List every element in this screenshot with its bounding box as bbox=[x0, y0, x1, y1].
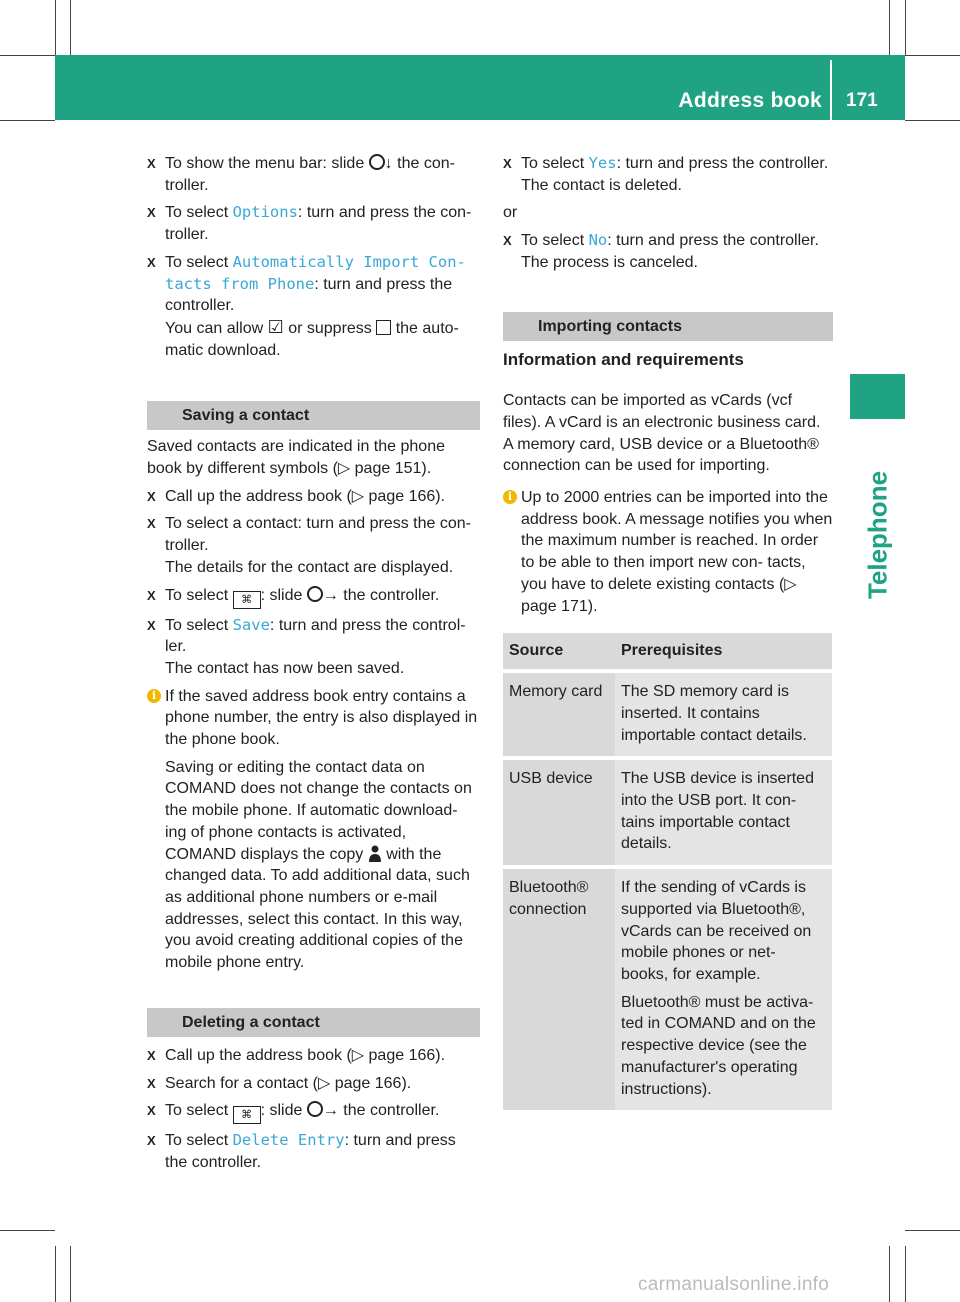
menu-item-options[interactable]: Options bbox=[232, 203, 298, 222]
controller-icon bbox=[307, 586, 323, 602]
column-header: Source bbox=[503, 633, 615, 669]
info-icon: i bbox=[503, 490, 517, 504]
step-select-options: X To select Options: turn and press the con- troller. bbox=[147, 202, 480, 245]
step-auto-import: X To select Automatically Import Con‐ tacts from Phone: turn and press the controller. You can allow ☑ or suppress the auto- matic download. bbox=[147, 252, 480, 362]
arrow-down-icon: ↓ bbox=[384, 155, 393, 172]
menu-symbol-icon: ⌘ bbox=[233, 591, 261, 609]
section-saving-contact: Saving a contact bbox=[147, 401, 480, 430]
crop-mark bbox=[905, 0, 906, 55]
chapter-tab bbox=[850, 374, 905, 419]
menu-item-delete-entry[interactable]: Delete Entry bbox=[232, 1131, 345, 1150]
crop-mark bbox=[905, 120, 960, 121]
source-cell: USB device bbox=[503, 760, 615, 865]
crop-mark bbox=[55, 1246, 56, 1302]
step-show-menu: X To show the menu bar: slide ↓ the con- troller. bbox=[147, 153, 480, 196]
step-select-menu: X To select ⌘ : slide → the controller. bbox=[147, 585, 480, 609]
menu-item-no[interactable]: No bbox=[588, 231, 608, 250]
crop-mark bbox=[70, 0, 71, 55]
requirements-table bbox=[503, 633, 832, 1110]
header-divider bbox=[830, 60, 832, 120]
watermark: carmanualsonline.info bbox=[638, 1274, 830, 1295]
checkbox-empty-icon bbox=[376, 320, 391, 335]
step-search-contact: X Search for a contact (▷ page 166). bbox=[147, 1073, 480, 1095]
subheading-information: Information and requirements bbox=[503, 349, 744, 369]
table-row bbox=[503, 869, 832, 1110]
info-note-importing: i Up to 2000 entries can be imported into the address book. A message notifies you when the maximum number is reached. In order to be able to then import new con- tacts, you have to delete existing contacts (▷ page 171). bbox=[503, 487, 833, 617]
crop-mark bbox=[55, 0, 56, 55]
controller-icon bbox=[369, 154, 385, 170]
section-deleting-contact: Deleting a contact bbox=[147, 1008, 480, 1037]
menu-item-save[interactable]: Save bbox=[232, 615, 270, 634]
menu-item-yes[interactable]: Yes bbox=[588, 154, 617, 172]
crop-mark bbox=[70, 1246, 71, 1302]
controller-icon bbox=[307, 1101, 323, 1117]
crop-mark bbox=[905, 55, 960, 56]
importing-paragraph: Contacts can be imported as vCards (vcf files). A vCard is an electronic business card. A memory card, USB device or a Bluetooth® connection can be used for importing. bbox=[503, 392, 821, 475]
table-header-row bbox=[503, 633, 832, 669]
menu-symbol-icon: ⌘ bbox=[233, 1106, 261, 1124]
arrow-right-icon: → bbox=[322, 1102, 339, 1120]
crop-mark bbox=[0, 120, 55, 121]
menu-item-auto-import[interactable]: Automatically Import Con‐ tacts from Phone bbox=[165, 252, 466, 293]
prerequisite-cell: If the sending of vCards is supported via Bluetooth®, vCards can be received on mobile phones or net- books, for example. Bluetooth® must be activa- ted in COMAND and on the respective device (see the manufacturer's operating instructions). bbox=[615, 869, 832, 1110]
crop-mark bbox=[905, 1246, 906, 1302]
or-text: or bbox=[503, 204, 518, 222]
saving-intro: Saved contacts are indicated in the phone book by different symbols (▷ page 151). bbox=[147, 438, 445, 478]
step-select-delete: X To select Delete Entry: turn and press the controller. bbox=[147, 1130, 480, 1173]
column-header: Prerequisites bbox=[615, 633, 832, 669]
step-select-no: X To select No: turn and press the controller. The process is canceled. bbox=[503, 230, 833, 273]
section-importing-contacts: Importing contacts bbox=[503, 312, 833, 341]
table-row bbox=[503, 760, 832, 865]
page-title: Address book bbox=[678, 89, 822, 112]
step-call-address-book: X Call up the address book (▷ page 166). bbox=[147, 1045, 480, 1067]
table-row bbox=[503, 673, 832, 756]
chapter-label: Telephone bbox=[862, 470, 893, 600]
source-cell: Bluetooth® connection bbox=[503, 869, 615, 1110]
crop-mark bbox=[889, 0, 890, 55]
arrow-right-icon: → bbox=[322, 586, 339, 604]
info-note-saving: i If the saved address book entry contains a phone number, the entry is also displayed in the phone book. Saving or editing the contact data on COMAND does not change the contacts on the mobile phone. If automatic download- ing of phone contacts is activated, COMAND displays the copy with the changed data. To add additional data, such as additional phone numbers or e-mail addresses, select this contact. In this way, you avoid creating additional copies of the mobile phone entry. bbox=[147, 686, 480, 974]
checkbox-checked-icon: ☑ bbox=[267, 316, 284, 337]
step-select-contact: X To select a contact: turn and press the con- troller. The details for the contact are displayed. bbox=[147, 513, 480, 578]
step-select-yes: X To select Yes: turn and press the controller. The contact is deleted. bbox=[503, 153, 833, 196]
crop-mark bbox=[889, 1246, 890, 1302]
source-cell: Memory card bbox=[503, 673, 615, 756]
crop-mark bbox=[0, 1230, 55, 1231]
page-number: 171 bbox=[846, 90, 878, 111]
step-call-address-book: X Call up the address book (▷ page 166). bbox=[147, 486, 480, 508]
info-icon: i bbox=[147, 689, 161, 703]
crop-mark bbox=[0, 55, 55, 56]
crop-mark bbox=[905, 1230, 960, 1231]
person-icon bbox=[368, 845, 382, 863]
step-select-menu: X To select ⌘ : slide → the controller. bbox=[147, 1100, 480, 1124]
prerequisite-cell: The USB device is inserted into the USB port. It con- tains importable contact details. bbox=[615, 760, 832, 865]
left-column bbox=[147, 153, 480, 1180]
prerequisite-cell: The SD memory card is inserted. It contains importable contact details. bbox=[615, 673, 832, 756]
right-column bbox=[503, 153, 833, 1110]
step-select-save: X To select Save: turn and press the control- ler. The contact has now been saved. bbox=[147, 615, 480, 680]
